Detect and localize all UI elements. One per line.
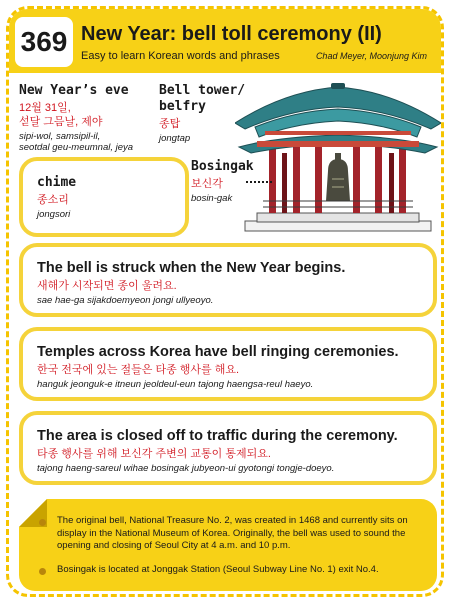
page-subtitle: Easy to learn Korean words and phrases — [81, 50, 280, 62]
vocab-chime-box — [19, 157, 189, 237]
sentence-romanization: sae hae-ga sijakdoemyeon jongi ullyeoyo. — [37, 295, 214, 306]
sentence-box — [19, 243, 437, 317]
sentence-romanization: hanguk jeonguk-e itneun jeoldeul-eun tajong haengsa-reul haeyo. — [37, 379, 314, 390]
bullet-icon — [39, 519, 46, 526]
vocab-bell-tower — [159, 83, 245, 144]
vocab-romanization: seotdal geu-meumnal, jeya — [19, 142, 134, 153]
vocab-english: Bosingak — [191, 159, 254, 174]
vocab-romanization: sipi-wol, samsipil-il, — [19, 131, 101, 142]
bell-pavilion-illustration — [235, 83, 441, 239]
vocab-english: belfry — [159, 99, 206, 114]
vocab-romanization: jongsori — [37, 209, 71, 220]
page-title: New Year: bell toll ceremony (II) — [81, 23, 382, 45]
vocab-korean: 종소리 — [37, 194, 69, 206]
vocab-romanization: bosin-gak — [191, 193, 233, 204]
vocab-chime — [37, 175, 76, 220]
lesson-card — [6, 6, 444, 597]
vocab-korean: 섣달 그믐날, 제야 — [19, 116, 103, 128]
pointer-dots — [246, 181, 272, 183]
bullet-icon — [39, 568, 46, 575]
vocab-korean: 보신각 — [191, 178, 223, 190]
sentence-korean: 새해가 시작되면 종이 울려요. — [37, 280, 177, 292]
vocab-english: New Year’s eve — [19, 83, 129, 98]
vocab-english: Bell tower/ — [159, 83, 246, 98]
sentence-english: The area is closed off to traffic during the ceremony. — [37, 428, 398, 444]
sentence-english: The bell is struck when the New Year begins. — [37, 260, 346, 276]
vocab-bosingak — [191, 159, 254, 204]
vocab-english: chime — [37, 175, 77, 190]
vocab-korean: 종탑 — [159, 118, 181, 130]
lesson-number: 369 — [15, 17, 73, 67]
authors: Chad Meyer, Moonjung Kim — [315, 51, 427, 61]
sentence-box — [19, 411, 437, 485]
note-item: The original bell, National Treasure No. 2, was created in 1468 and currently sits on display in the National Museum of Korea. Originally, the bell was used to sound the opening and closing of Seoul City at 4 a.m. and 10 p.m. — [57, 515, 408, 551]
sentence-romanization: tajong haeng-sareul wihae bosingak jubyeon-ui gyotongi tongje-doeyo. — [37, 463, 335, 474]
vocab-new-years-eve — [19, 83, 133, 153]
sentence-english: Temples across Korea have bell ringing ceremonies. — [37, 344, 399, 360]
sentence-korean: 타종 행사를 위해 보신각 주변의 교통이 통제되요. — [37, 448, 271, 460]
note-item: Bosingak is located at Jonggak Station (Seoul Subway Line No. 1) exit No.4. — [57, 564, 379, 575]
sentence-korean: 한국 전국에 있는 절들은 타종 행사를 해요. — [37, 364, 240, 376]
header-banner — [9, 9, 441, 73]
notes-panel — [19, 499, 437, 591]
vocab-korean: 12월 31일, — [19, 102, 71, 114]
sentence-box — [19, 327, 437, 401]
vocab-romanization: jongtap — [159, 133, 191, 144]
